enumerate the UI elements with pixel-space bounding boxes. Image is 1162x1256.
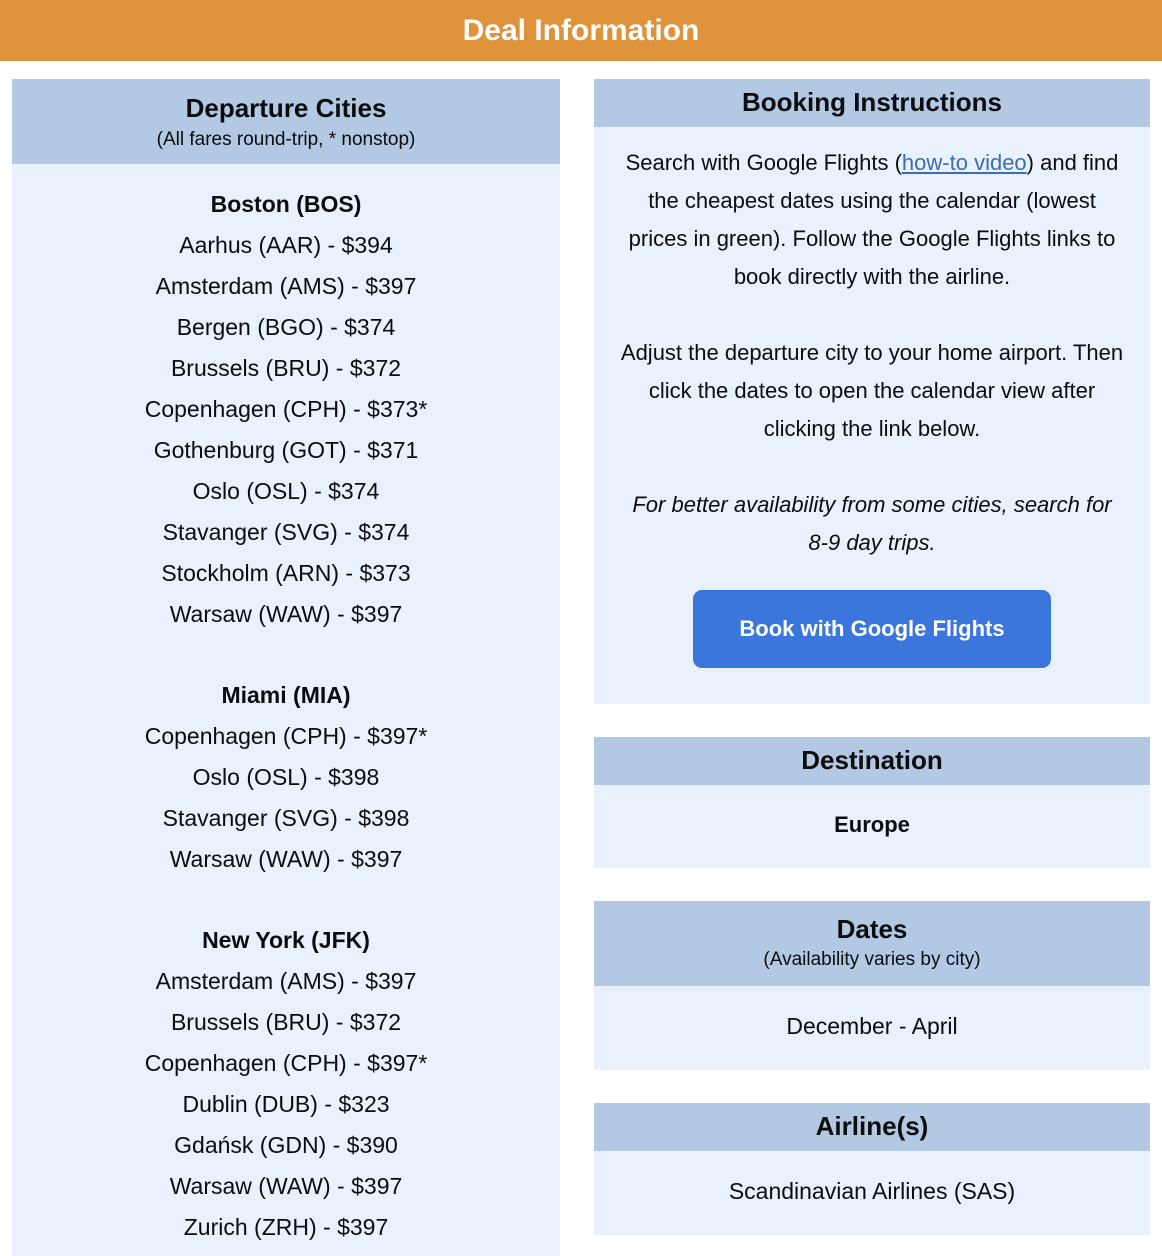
departure-cities-list	[12, 164, 560, 1256]
how-to-video-link[interactable]: how-to video	[901, 150, 1027, 175]
airlines-value: Scandinavian Airlines (SAS)	[594, 1151, 1150, 1235]
destination-value: Europe	[594, 785, 1150, 868]
booking-paragraph-1-end: ) and find the cheapest dates using the calendar (lowest prices in green). Follow the Google Flights links to book directly with the airline.	[628, 150, 1119, 289]
booking-paragraph-1-start: Search with Google Flights (	[625, 150, 902, 175]
fare-line: Warsaw (WAW) - $397	[169, 846, 403, 872]
fare-line: Copenhagen (CPH) - $397*	[144, 1050, 428, 1076]
booking-instructions-header	[594, 79, 1150, 127]
content-columns	[0, 61, 1162, 1256]
fare-line: Stavanger (SVG) - $398	[162, 805, 410, 831]
fare-group-name: Boston (BOS)	[210, 191, 362, 217]
destination-header	[594, 737, 1150, 785]
book-with-google-flights-button[interactable]: Book with Google Flights	[693, 590, 1051, 668]
page-header-bar	[0, 0, 1162, 61]
fare-line: Aarhus (AAR) - $394	[179, 232, 393, 258]
booking-instructions-section	[594, 79, 1150, 704]
departure-cities-header	[12, 79, 560, 164]
departure-cities-panel	[12, 79, 560, 1256]
fare-line: Dublin (DUB) - $323	[182, 1091, 390, 1117]
fare-line: Brussels (BRU) - $372	[170, 355, 402, 381]
booking-instructions-body	[594, 127, 1150, 704]
fare-line: Amsterdam (AMS) - $397	[155, 968, 417, 994]
fare-line: Warsaw (WAW) - $397	[169, 1173, 403, 1199]
airlines-title: Airline(s)	[815, 1111, 929, 1141]
fare-line: Gdańsk (GDN) - $390	[174, 1132, 398, 1158]
fare-line: Oslo (OSL) - $398	[192, 764, 380, 790]
fare-line: Copenhagen (CPH) - $397*	[144, 723, 428, 749]
booking-paragraph-3: For better availability from some cities, search for 8-9 day trips.	[632, 492, 1112, 555]
fare-line: Stockholm (ARN) - $373	[161, 560, 411, 586]
fare-line: Bergen (BGO) - $374	[176, 314, 396, 340]
fare-group-name: Miami (MIA)	[221, 682, 351, 708]
fare-line: Amsterdam (AMS) - $397	[155, 273, 417, 299]
dates-header	[594, 901, 1150, 986]
fare-line: Warsaw (WAW) - $397	[169, 601, 403, 627]
page-title: Deal Information	[462, 13, 700, 47]
departure-cities-subtitle: (All fares round-trip, * nonstop)	[156, 129, 416, 150]
fare-line: Stavanger (SVG) - $374	[162, 519, 410, 545]
fare-group-name: New York (JFK)	[202, 927, 370, 953]
booking-paragraph-2: Adjust the departure city to your home airport. Then click the dates to open the calendar view after clicking the link below.	[620, 340, 1124, 441]
dates-value: December - April	[594, 986, 1150, 1070]
dates-section	[594, 901, 1150, 1070]
dates-subtitle: (Availability varies by city)	[763, 949, 981, 970]
fare-line: Brussels (BRU) - $372	[170, 1009, 402, 1035]
fare-line: Gothenburg (GOT) - $371	[153, 437, 419, 463]
destination-title: Destination	[801, 745, 943, 775]
booking-instructions-title: Booking Instructions	[742, 87, 1002, 117]
fare-group-boston	[12, 184, 560, 635]
fare-line: Copenhagen (CPH) - $373*	[144, 396, 428, 422]
fare-group-new-york	[12, 920, 560, 1248]
cta-button-wrap	[620, 590, 1124, 668]
airlines-section	[594, 1103, 1150, 1235]
fare-group-miami	[12, 675, 560, 880]
dates-title: Dates	[836, 914, 908, 944]
booking-paragraph-1	[620, 144, 1124, 296]
destination-section	[594, 737, 1150, 868]
airlines-header	[594, 1103, 1150, 1151]
fare-line: Oslo (OSL) - $374	[192, 478, 380, 504]
fare-line: Zurich (ZRH) - $397	[183, 1214, 389, 1240]
deal-details-column	[594, 79, 1150, 1235]
departure-cities-title: Departure Cities	[185, 93, 387, 123]
